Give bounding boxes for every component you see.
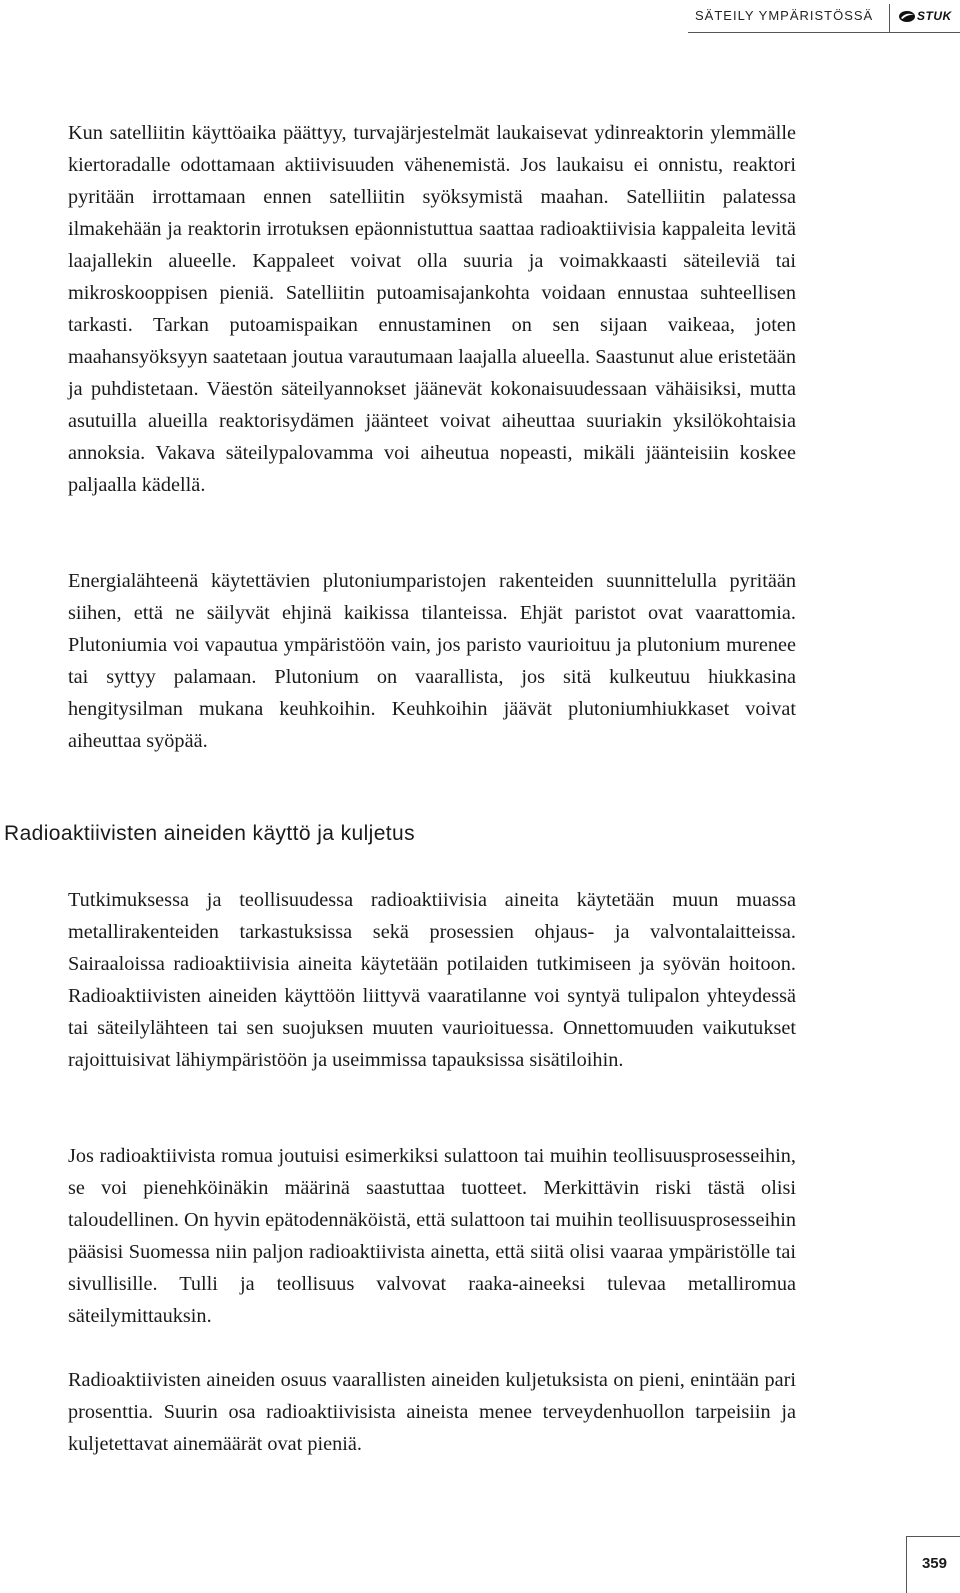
page-number: 359 [921,1555,947,1572]
stuk-logo-text: STUK [917,9,952,23]
body-paragraph-satellite-reactor: Kun satelliitin käyttöaika päättyy, turvajärjestelmät laukaisevat ydinreaktorin ylemmälle kiertoradalle odottamaan aktiivisuuden vähenemistä. Jos laukaisu ei onnistu, reaktori pyritään irrottamaan ennen satelliitin syöksymistä maahan. Satelliitin palatessa ilmakehään ja reaktorin irrotuksen epäonnistuttua saattaa radioaktiivisia kappaleita levitä laajallekin alueelle. Kappaleet voivat olla suuria ja voimakkaasti säteileviä tai mikroskooppisen pieniä. Satelliitin putoamisajankohta voidaan ennustaa suhteellisen tarkasti. Tarkan putoamispaikan ennustaminen on sen sijaan vaikeaa, joten maahansyöksyyn saatetaan joutua varautumaan laajalla alueella. Saastunut alue eristetään ja puhdistetaan. Väestön säteilyannokset jäänevät kokonaisuudessaan vähäisiksi, mutta asutuilla alueilla reaktorisydämen jäänteet voivat aiheuttaa suuriakin yksilökohtaisia annoksia. Vakava säteilypalovamma voi aiheutua nopeasti, mikäli jäänteisiin koskee paljaalla kädellä. [68,122,796,496]
running-header-title: SÄTEILY YMPÄRISTÖSSÄ [695,8,874,23]
section-heading: Radioaktiivisten aineiden käyttö ja kuljetus [4,822,415,845]
body-paragraph-research-industry: Tutkimuksessa ja teollisuudessa radioaktiivisia aineita käytetään muun muassa metallirakenteiden tarkastuksissa sekä prosessien ohjaus- ja valvontalaitteissa. Sairaaloissa radioaktiivisia aineita käytetään potilaiden tutkimiseen ja syövän hoitoon. Radioaktiivisten aineiden käyttöön liittyvä vaaratilanne voi syntyä tulipalon yhteydessä tai säteilylähteen tai sen suojuksen muuten vaurioituessa. Onnettomuuden vaikutukset rajoittuisivat lähiympäristöön ja useimmissa tapauksissa sisätiloihin. [68,889,796,1071]
stuk-logo [898,9,952,23]
stuk-logo-mark-icon [898,10,916,23]
header-divider [889,4,890,32]
body-paragraph-radioactive-scrap: Jos radioaktiivista romua joutuisi esimerkiksi sulattoon tai muihin teollisuusprosesseihin, se voi pienehköinäkin määrinä saastuttaa tuotteet. Merkittävin riski tästä olisi taloudellinen. On hyvin epätodennäköistä, että sulattoon tai muihin teollisuusprosesseihin pääsisi Suomessa niin paljon radioaktiivista ainetta, että siitä olisi vaaraa ympäristölle tai sivullisille. Tulli ja teollisuus valvovat raaka-aineeksi tulevaa metalliromua säteilymittauksin. [68,1145,796,1327]
body-paragraph-plutonium-batteries: Energialähteenä käytettävien plutoniumparistojen rakenteiden suunnittelulla pyritään siihen, että ne säilyvät ehjinä kaikissa tilanteissa. Ehjät paristot ovat vaarattomia. Plutoniumia voi vapautua ympäristöön vain, jos paristo vaurioituu ja plutonium murenee tai syttyy palamaan. Plutonium on vaarallista, jos sitä kulkeutuu hiukkasina hengitysilman mukana keuhkoihin. Keuhkoihin jäävät plutoniumhiukkaset voivat aiheuttaa syöpää. [68,570,796,752]
body-paragraph-transport: Radioaktiivisten aineiden osuus vaarallisten aineiden kuljetuksista on pieni, enintään pari prosenttia. Suurin osa radioaktiivisista aineista menee terveydenhuollon tarpeisiin ja kuljetettavat ainemäärät ovat pieniä. [68,1369,796,1455]
running-header [688,4,960,33]
page-number-box [906,1536,960,1593]
